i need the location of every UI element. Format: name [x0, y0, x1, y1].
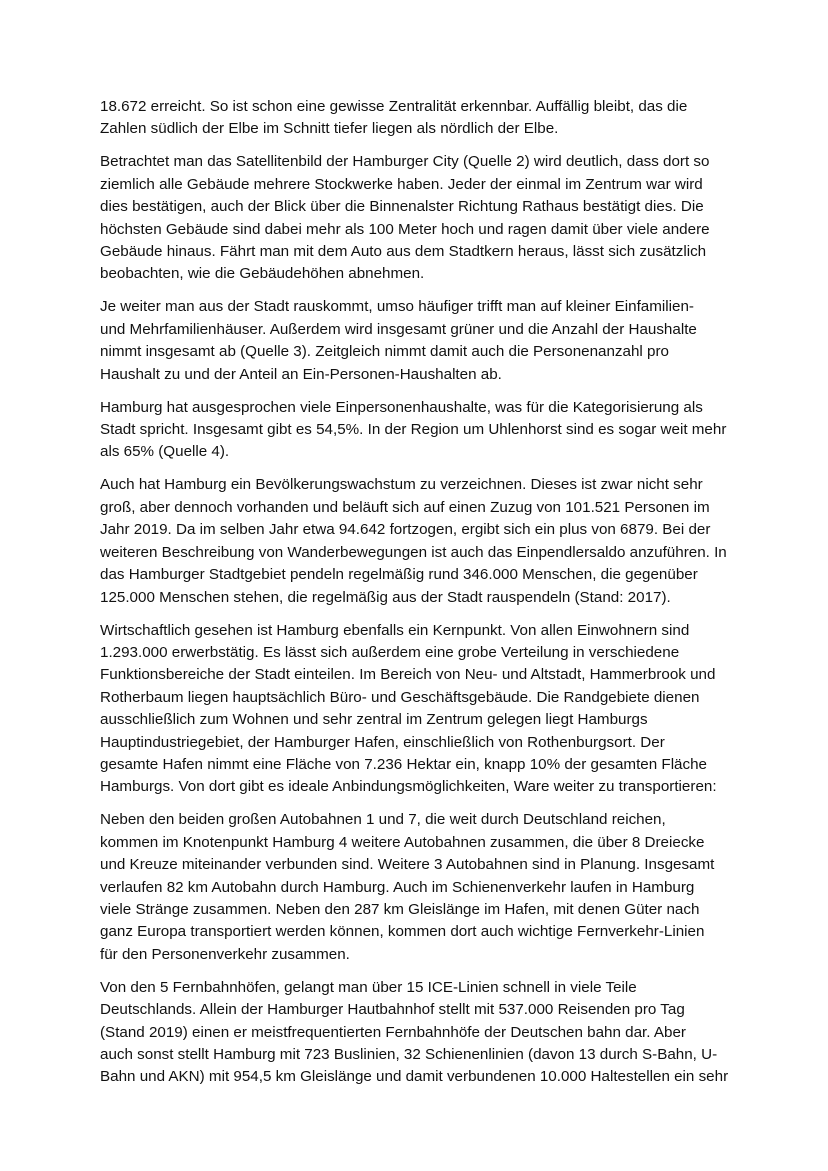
text-line: Gebäude hinaus. Fährt man mit dem Auto aus dem Stadtkern heraus, lässt sich zusätzlich — [100, 243, 707, 261]
text-line: gesamte Hafen nimmt eine Fläche von 7.236 Hektar ein, knapp 10% der gesamten Fläche — [100, 755, 707, 773]
text-line: für den Personenverkehr zusammen. — [100, 945, 350, 963]
text-line: ziemlich alle Gebäude mehrere Stockwerke haben. Jeder der einmal im Zentrum war wird — [100, 175, 703, 193]
text-line: Je weiter man aus der Stadt rauskommt, umso häufiger trifft man auf kleiner Einfamilien- — [100, 298, 694, 316]
text-line: Hamburgs. Von dort gibt es ideale Anbindungsmöglichkeiten, Ware weiter zu transportieren: — [100, 778, 717, 796]
text-line: Von den 5 Fernbahnhöfen, gelangt man über 15 ICE-Linien schnell in viele Teile — [100, 978, 637, 996]
text-line: viele Stränge zusammen. Neben den 287 km Gleislänge im Hafen, mit denen Güter nach — [100, 900, 700, 918]
paragraph-satellitenbild — [100, 151, 730, 285]
text-line: und Mehrfamilienhäuser. Außerdem wird insgesamt grüner und die Anzahl der Haushalte — [100, 320, 697, 338]
text-line: Bahn und AKN) mit 954,5 km Gleislänge und damit verbundenen 10.000 Haltestellen ein sehr — [100, 1068, 729, 1086]
paragraph-bevoelkerungswachstum — [100, 474, 730, 608]
text-line: nimmt insgesamt ab (Quelle 3). Zeitgleich nimmt damit auch die Personenanzahl pro — [100, 343, 669, 361]
document-page — [100, 96, 730, 1099]
text-line: verlaufen 82 km Autobahn durch Hamburg. Auch im Schienenverkehr laufen in Hamburg — [100, 878, 695, 896]
text-line: 18.672 erreicht. So ist schon eine gewisse Zentralität erkennbar. Auffällig bleibt, das die — [100, 98, 688, 115]
text-line: 1.293.000 erwerbstätig. Es lässt sich außerdem eine grobe Verteilung in verschiedene — [100, 643, 680, 661]
text-line: ausschließlich zum Wohnen und sehr zentral im Zentrum gelegen liegt Hamburgs — [100, 711, 648, 729]
paragraph-einpersonenhaushalte — [100, 397, 730, 464]
paragraph-fernbahnhoefe — [100, 977, 730, 1089]
text-line: Neben den beiden großen Autobahnen 1 und 7, die weit durch Deutschland reichen, — [100, 811, 666, 829]
text-line: Stadt spricht. Insgesamt gibt es 54,5%. In der Region um Uhlenhorst sind es sogar weit mehr — [100, 421, 727, 439]
text-line: groß, aber dennoch vorhanden und beläuft sich auf einen Zuzug von 101.521 Personen im — [100, 498, 710, 516]
text-line: (Stand 2019) einen er meistfrequentierten Fernbahnhöfe der Deutschen bahn dar. Aber — [100, 1023, 686, 1041]
text-line: 125.000 Menschen stehen, die regelmäßig aus der Stadt rauspendeln (Stand: 2017). — [100, 588, 671, 606]
text-line: Haushalt zu und der Anteil an Ein-Personen-Haushalten ab. — [100, 365, 502, 383]
text-line: Zahlen südlich der Elbe im Schnitt tiefer liegen als nördlich der Elbe. — [100, 120, 559, 138]
paragraph-zentralitaet — [100, 96, 730, 141]
text-line: Hauptindustriegebiet, der Hamburger Hafen, einschließlich von Rothenburgsort. Der — [100, 733, 665, 751]
text-line: Wirtschaftlich gesehen ist Hamburg ebenfalls ein Kernpunkt. Von allen Einwohnern sind — [100, 621, 690, 639]
text-line: Hamburg hat ausgesprochen viele Einpersonenhaushalte, was für die Kategorisierung als — [100, 398, 703, 416]
text-line: Betrachtet man das Satellitenbild der Hamburger City (Quelle 2) wird deutlich, dass dort so — [100, 153, 710, 171]
text-line: das Hamburger Stadtgebiet pendeln regelmäßig rund 346.000 Menschen, die gegenüber — [100, 566, 698, 584]
text-line: und Kreuze miteinander verbunden sind. Weitere 3 Autobahnen sind in Planung. Insgesamt — [100, 856, 715, 874]
text-line: kommen im Knotenpunkt Hamburg 4 weitere Autobahnen zusammen, die über 8 Dreiecke — [100, 833, 705, 851]
paragraph-haushalte — [100, 296, 730, 386]
text-line: Jahr 2019. Da im selben Jahr etwa 94.642 fortzogen, ergibt sich ein plus von 6879. Bei der — [100, 521, 711, 539]
text-line: Funktionsbereiche der Stadt einteilen. Im Bereich von Neu- und Altstadt, Hammerbrook und — [100, 666, 716, 684]
text-line: Deutschlands. Allein der Hamburger Hautbahnhof stellt mit 537.000 Reisenden pro Tag — [100, 1001, 685, 1019]
text-line: als 65% (Quelle 4). — [100, 443, 230, 461]
text-line: ganz Europa transportiert werden können, kommen dort auch wichtige Fernverkehr-Linien — [100, 923, 705, 941]
text-line: Rotherbaum liegen hauptsächlich Büro- und Geschäftsgebäude. Die Randgebiete dienen — [100, 688, 700, 706]
paragraph-wirtschaft — [100, 620, 730, 799]
text-line: beobachten, wie die Gebäudehöhen abnehmen. — [100, 265, 425, 283]
paragraph-autobahnen — [100, 809, 730, 966]
text-line: auch sonst stellt Hamburg mit 723 Buslinien, 32 Schienenlinien (davon 13 durch S-Bahn, U- — [100, 1046, 718, 1063]
text-line: dies bestätigen, auch der Blick über die Binnenalster Richtung Rathaus bestätigt dies. Die — [100, 198, 704, 216]
text-line: weiteren Beschreibung von Wanderbewegungen ist auch das Einpendlersaldo anzuführen. In — [100, 543, 727, 561]
text-line: Auch hat Hamburg ein Bevölkerungswachstum zu verzeichnen. Dieses ist zwar nicht sehr — [100, 476, 703, 494]
text-line: höchsten Gebäude sind dabei mehr als 100 Meter hoch und ragen damit über viele andere — [100, 220, 710, 238]
